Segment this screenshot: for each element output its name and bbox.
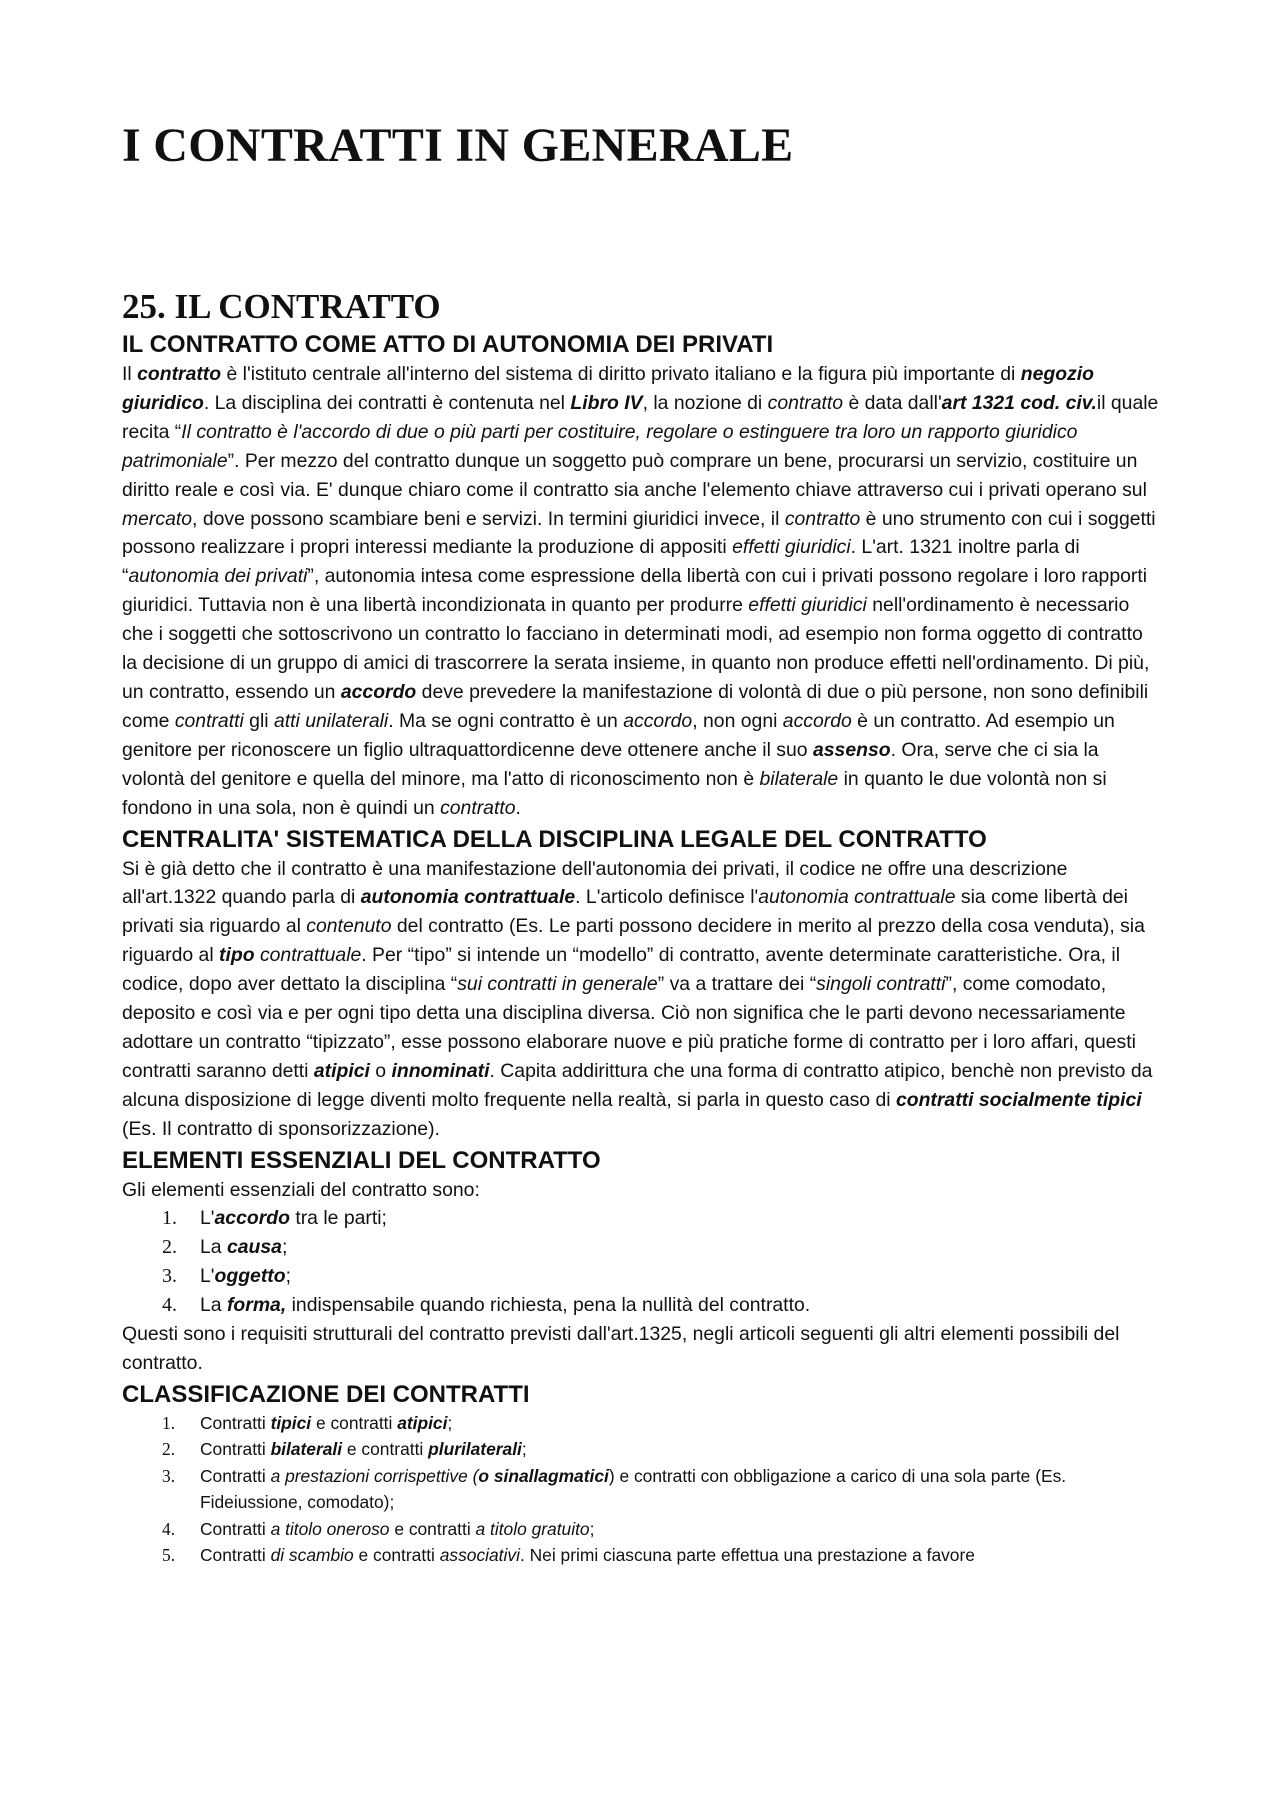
paragraph-elementi-outro: Questi sono i requisiti strutturali del contratto previsti dall'art.1325, negli articoli seguenti gli altri elementi possibili del contratto. [122, 1323, 1120, 1374]
list-item: 3. L'oggetto; [162, 1265, 291, 1288]
list-item: 1. Contratti tipici e contratti atipici; [162, 1412, 453, 1433]
list-item: 1. L'accordo tra le parti; [162, 1207, 387, 1230]
document-title: I CONTRATTI IN GENERALE [122, 119, 794, 172]
paragraph-autonomia: Il contratto è l'istituto centrale all'interno del sistema di diritto privato italiano e la figura più importante di negozio giuridico. La disciplina dei contratti è contenuta nel Libro IV, la nozione di contratto è data dall'art 1321 cod. civ.il quale recita “Il contratto è l'accordo di due o più parti per costituire, regolare o estinguere tra loro un rapporto giuridico patrimoniale”. Per mezzo del contratto dunque un soggetto può comprare un bene, procurarsi un servizio, costituire un diritto reale e così via. E' dunque chiaro come il contratto sia anche l'elemento chiave attraverso cui i privati operano sul mercato, dove possono scambiare beni e servizi. In termini giuridici invece, il contratto è uno strumento con cui i soggetti possono realizzare i propri interessi mediante la produzione di appositi effetti giuridici. L'art. 1321 inoltre parla di “autonomia dei privati”, autonomia intesa come espressione della libertà con cui i privati possono regolare i loro rapporti giuridici. Tuttavia non è una libertà incondizionata in quanto per produrre effetti giuridici nell'ordinamento è necessario che i soggetti che sottoscrivono un contratto lo facciano in determinati modi, ad esempio non forma oggetto di contratto la decisione di un gruppo di amici di trascorrere la serata insieme, in quanto non produce effetti nell'ordinamento. Di più, un contratto, essendo un accordo deve prevedere la manifestazione di volontà di due o più persone, non sono definibili come contratti gli atti unilaterali. Ma se ogni contratto è un accordo, non ogni accordo è un contratto. Ad esempio un genitore per riconoscere un figlio ultraquattordicenne deve ottenere anche il suo assenso. Ora, serve che ci sia la volontà del genitore e quella del minore, ma l'atto di riconoscimento non è bilaterale in quanto le due volontà non si fondono in una sola, non è quindi un contratto. [122, 363, 1159, 819]
subsection-heading-elementi: ELEMENTI ESSENZIALI DEL CONTRATTO [122, 1146, 601, 1174]
page-content [122, 118, 1162, 1569]
section-title: 25. IL CONTRATTO [122, 287, 441, 326]
list-classificazione [122, 1410, 1162, 1569]
list-item: 2. Contratti bilaterali e contratti plurilaterali; [162, 1439, 527, 1460]
paragraph-centralita: Si è già detto che il contratto è una manifestazione dell'autonomia dei privati, il codice ne offre una descrizione all'art.1322 quando parla di autonomia contrattuale. L'articolo definisce l'autonomia contrattuale sia come libertà dei privati sia riguardo al contenuto del contratto (Es. Le parti possono decidere in merito al prezzo della cosa venduta), sia riguardo al tipo contrattuale. Per “tipo” si intende un “modello” di contratto, avente determinate caratteristiche. Ora, il codice, dopo aver dettato la disciplina “sui contratti in generale” va a trattare dei “singoli contratti”, come comodato, deposito e così via e per ogni tipo detta una disciplina diversa. Ciò non significa che le parti devono necessariamente adottare un contratto “tipizzato”, esse possono elaborare nuove e più pratiche forme di contratto per i loro affari, questi contratti saranno detti atipici o innominati. Capita addirittura che una forma di contratto atipico, benchè non previsto da alcuna disposizione di legge diventi molto frequente nella realtà, si parla in questo caso di contratti socialmente tipici (Es. Il contratto di sponsorizzazione). [122, 857, 1153, 1140]
list-item: 5. Contratti di scambio e contratti associativi. Nei primi ciascuna parte effettua una prestazione a favore [162, 1545, 975, 1566]
subsection-heading-classificazione: CLASSIFICAZIONE DEI CONTRATTI [122, 1380, 530, 1408]
list-elementi [122, 1204, 1162, 1320]
subsection-heading-centralita: CENTRALITA' SISTEMATICA DELLA DISCIPLINA LEGALE DEL CONTRATTO [122, 825, 987, 853]
list-item: 3. Contratti a prestazioni corrispettive (o sinallagmatici) e contratti con obbligazione a carico di una sola parte (Es. Fideiussione, comodato); [162, 1465, 1067, 1513]
list-item: 2. La causa; [162, 1236, 288, 1259]
list-item: 4. La forma, indispensabile quando richiesta, pena la nullità del contratto. [162, 1294, 811, 1317]
paragraph-elementi-intro: Gli elementi essenziali del contratto sono: [122, 1178, 480, 1201]
list-item: 4. Contratti a titolo oneroso e contratti a titolo gratuito; [162, 1518, 595, 1539]
subsection-heading-autonomia: IL CONTRATTO COME ATTO DI AUTONOMIA DEI PRIVATI [122, 331, 774, 358]
